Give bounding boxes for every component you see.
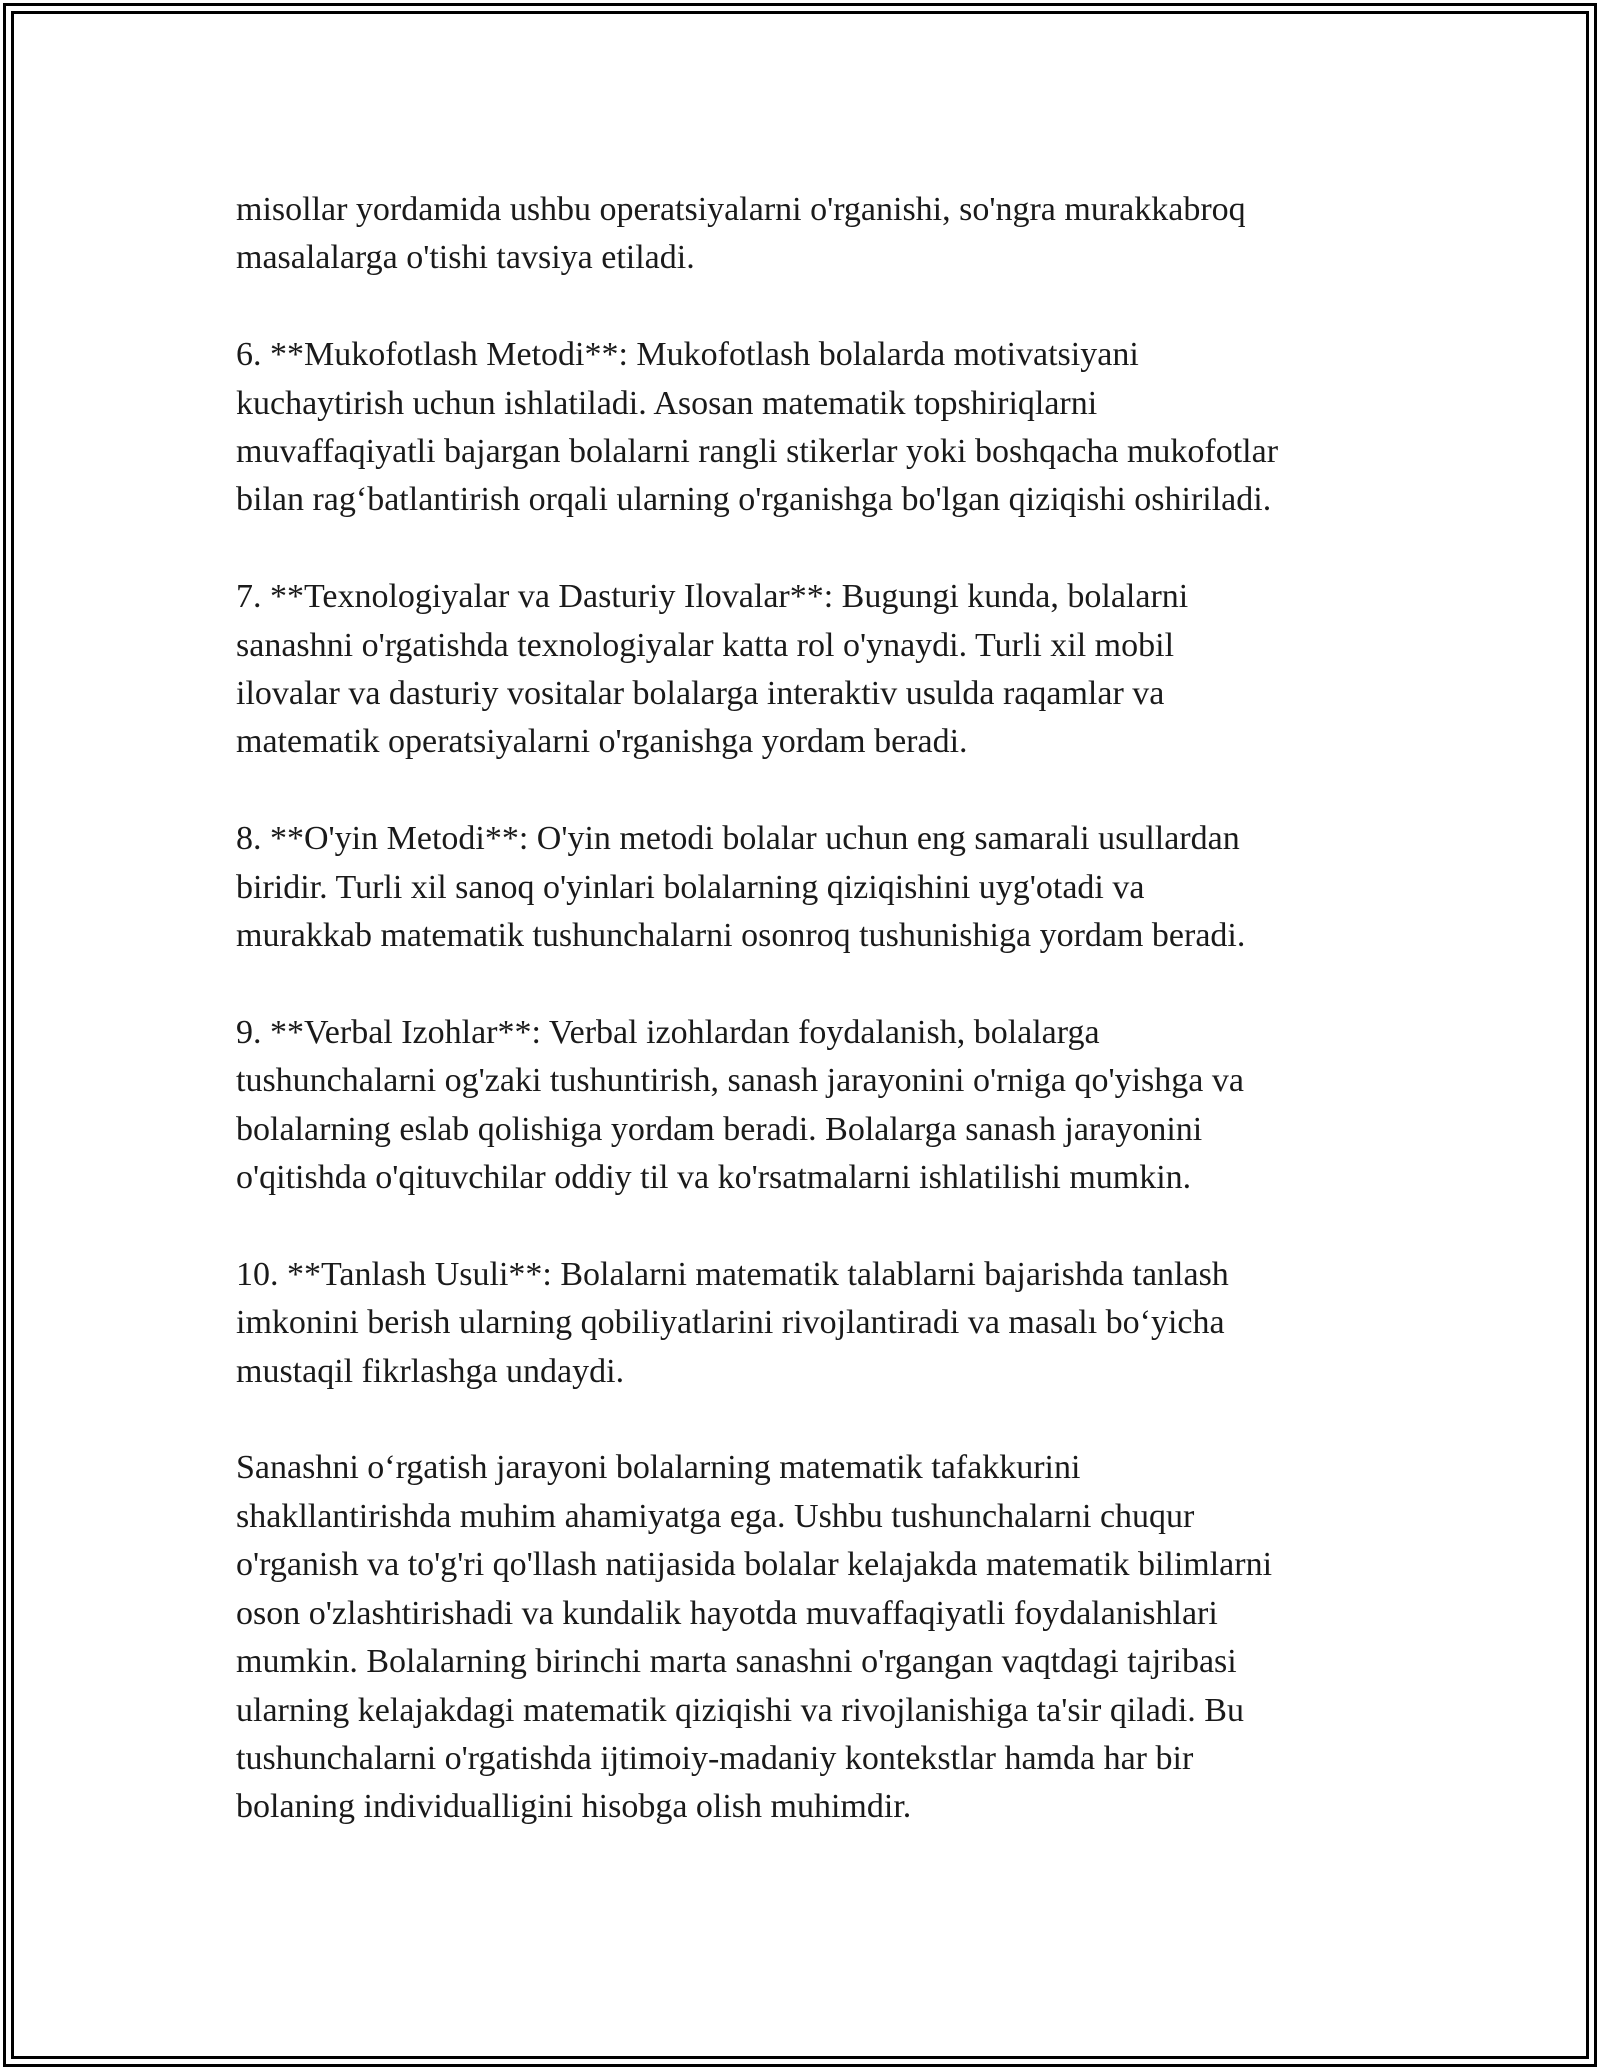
text-line: 9. **Verbal Izohlar**: Verbal izohlardan foydalanish, bolalarga <box>236 1013 1100 1051</box>
text-line: shakllantirishda muhim ahamiyatga ega. Ushbu tushunchalarni chuqur <box>236 1497 1195 1535</box>
text-line: tushunchalarni o'rgatishda ijtimoiy-madaniy kontekstlar hamda har bir <box>236 1739 1194 1777</box>
paragraph-item-9 <box>236 1009 1376 1203</box>
text-line: biridir. Turli xil sanoq o'yinlari bolalarning qiziqishini uyg'otadi va <box>236 868 1145 906</box>
paragraph-item-8 <box>236 815 1376 960</box>
text-line: matematik operatsiyalarni o'rganishga yordam beradi. <box>236 723 968 761</box>
text-line: 7. **Texnologiyalar va Dasturiy Ilovalar**: Bugungi kunda, bolalarni <box>236 578 1189 616</box>
text-line: masalalarga o'tishi tavsiya etiladi. <box>236 239 695 277</box>
paragraph-conclusion <box>236 1444 1376 1831</box>
paragraph-continuation <box>236 186 1376 283</box>
text-line: muvaffaqiyatli bajargan bolalarni rangli stikerlar yoki boshqacha mukofotlar <box>236 433 1279 471</box>
text-line: sanashni o'rgatishda texnologiyalar katta rol o'ynaydi. Turli xil mobil <box>236 626 1175 664</box>
text-line: mustaqil fikrlashga undaydi. <box>236 1352 625 1390</box>
paragraph-item-6 <box>236 331 1376 525</box>
text-line: 6. **Mukofotlash Metodi**: Mukofotlash bolalarda motivatsiyani <box>236 336 1139 374</box>
text-line: o'qitishda o'qituvchilar oddiy til va ko'rsatmalarni ishlatilishi mumkin. <box>236 1159 1192 1197</box>
text-line: imkonini berish ularning qobiliyatlarini rivojlantiradi va masalı bo‘yicha <box>236 1304 1225 1342</box>
text-line: murakkab matematik tushunchalarni osonroq tushunishiga yordam beradi. <box>236 917 1246 955</box>
text-line: ularning kelajakdagi matematik qiziqishi va rivojlanishiga ta'sir qiladi. Bu <box>236 1691 1244 1729</box>
text-line: mumkin. Bolalarning birinchi marta sanashni o'rgangan vaqtdagi tajribasi <box>236 1643 1237 1681</box>
paragraph-item-10 <box>236 1251 1376 1396</box>
text-line: bolaning individualligini hisobga olish muhimdir. <box>236 1788 912 1826</box>
text-line: ilovalar va dasturiy vositalar bolalarga interaktiv usulda raqamlar va <box>236 675 1165 713</box>
text-line: 8. **O'yin Metodi**: O'yin metodi bolalar uchun eng samarali usullardan <box>236 820 1240 858</box>
text-line: bilan rag‘batlantirish orqali ularning o'rganishga bo'lgan qiziqishi oshiriladi. <box>236 481 1272 519</box>
text-line: 10. **Tanlash Usuli**: Bolalarni matematik talablarni bajarishda tanlash <box>236 1255 1229 1293</box>
text-line: kuchaytirish uchun ishlatiladi. Asosan matematik topshiriqlarni <box>236 384 1098 422</box>
paragraph-item-7 <box>236 573 1376 767</box>
text-line: Sanashni o‘rgatish jarayoni bolalarning matematik tafakkurini <box>236 1449 1081 1487</box>
text-line: o'rganish va to'g'ri qo'llash natijasida bolalar kelajakda matematik bilimlarni <box>236 1546 1273 1584</box>
text-line: misollar yordamida ushbu operatsiyalarni o'rganishi, so'ngra murakkabroq <box>236 191 1246 228</box>
document-body <box>236 186 1376 1880</box>
text-line: tushunchalarni og'zaki tushuntirish, sanash jarayonini o'rniga qo'yishga va <box>236 1062 1244 1100</box>
text-line: bolalarning eslab qolishiga yordam beradi. Bolalarga sanash jarayonini <box>236 1110 1203 1148</box>
text-line: oson o'zlashtirishadi va kundalik hayotda muvaffaqiyatli foydalanishlari <box>236 1594 1218 1632</box>
